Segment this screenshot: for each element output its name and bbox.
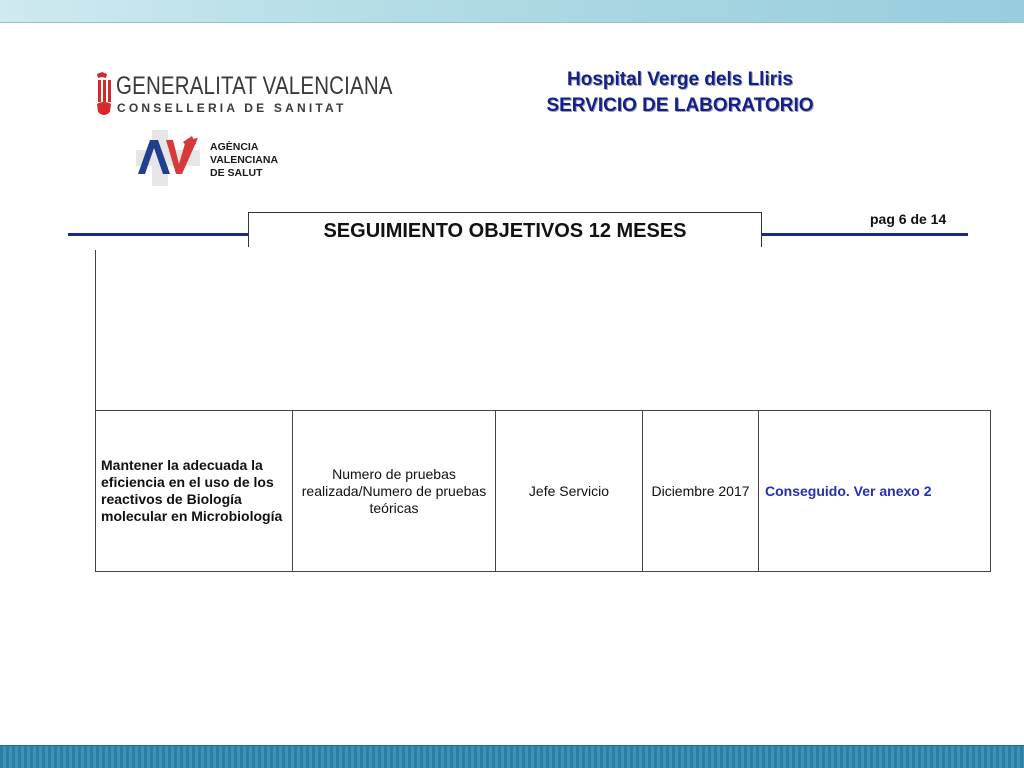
title-rule-left: [68, 233, 250, 236]
cell-objective: [101, 411, 289, 571]
generalitat-logo: [94, 70, 393, 122]
cell-date: [643, 411, 758, 571]
cell-responsible: [496, 411, 642, 571]
agency-line-2: VALENCIANA: [210, 154, 279, 166]
agency-line-1: AGÈNCIA: [210, 141, 259, 153]
service-name: SERVICIO DE LABORATORIO: [546, 95, 814, 116]
table-left-border-upper: [95, 250, 96, 410]
table-divider: [990, 410, 991, 572]
status-text: Conseguido. Ver anexo 2: [765, 482, 932, 499]
logo-line-conselleria: CONSELLERIA DE SANITAT: [117, 101, 347, 115]
date-text: Diciembre 2017: [651, 482, 750, 499]
table-bottom-border: [95, 571, 991, 572]
agency-name: [210, 141, 278, 180]
logo-line-generalitat: GENERALITAT VALENCIANA: [116, 72, 393, 100]
generalitat-emblem-icon: [94, 72, 114, 118]
hospital-header: [530, 67, 830, 119]
bottom-decorative-bar: [0, 745, 1024, 768]
table-divider: [758, 410, 759, 572]
table-divider: [95, 410, 96, 572]
indicator-text: Numero de pruebas realizada/Numero de pruebas teóricas: [301, 465, 487, 516]
hospital-name: Hospital Verge dels Lliris: [567, 69, 793, 90]
agency-line-3: DE SALUT: [210, 167, 263, 179]
top-decorative-bar: [0, 0, 1024, 23]
page-title: SEGUIMIENTO OBJETIVOS 12 MESES: [248, 212, 762, 247]
cell-status: [765, 411, 989, 571]
cell-indicator: [294, 411, 494, 571]
avs-mark-icon: [136, 130, 200, 186]
responsible-text: Jefe Servicio: [528, 482, 610, 499]
table-divider: [292, 410, 293, 572]
agency-logo: [136, 130, 296, 188]
title-rule-right: [762, 233, 968, 236]
page-indicator: pag 6 de 14: [870, 211, 947, 227]
objective-text: Mantener la adecuada la eficiencia en el uso de los reactivos de Biología molecular en Microbiología: [101, 457, 283, 524]
